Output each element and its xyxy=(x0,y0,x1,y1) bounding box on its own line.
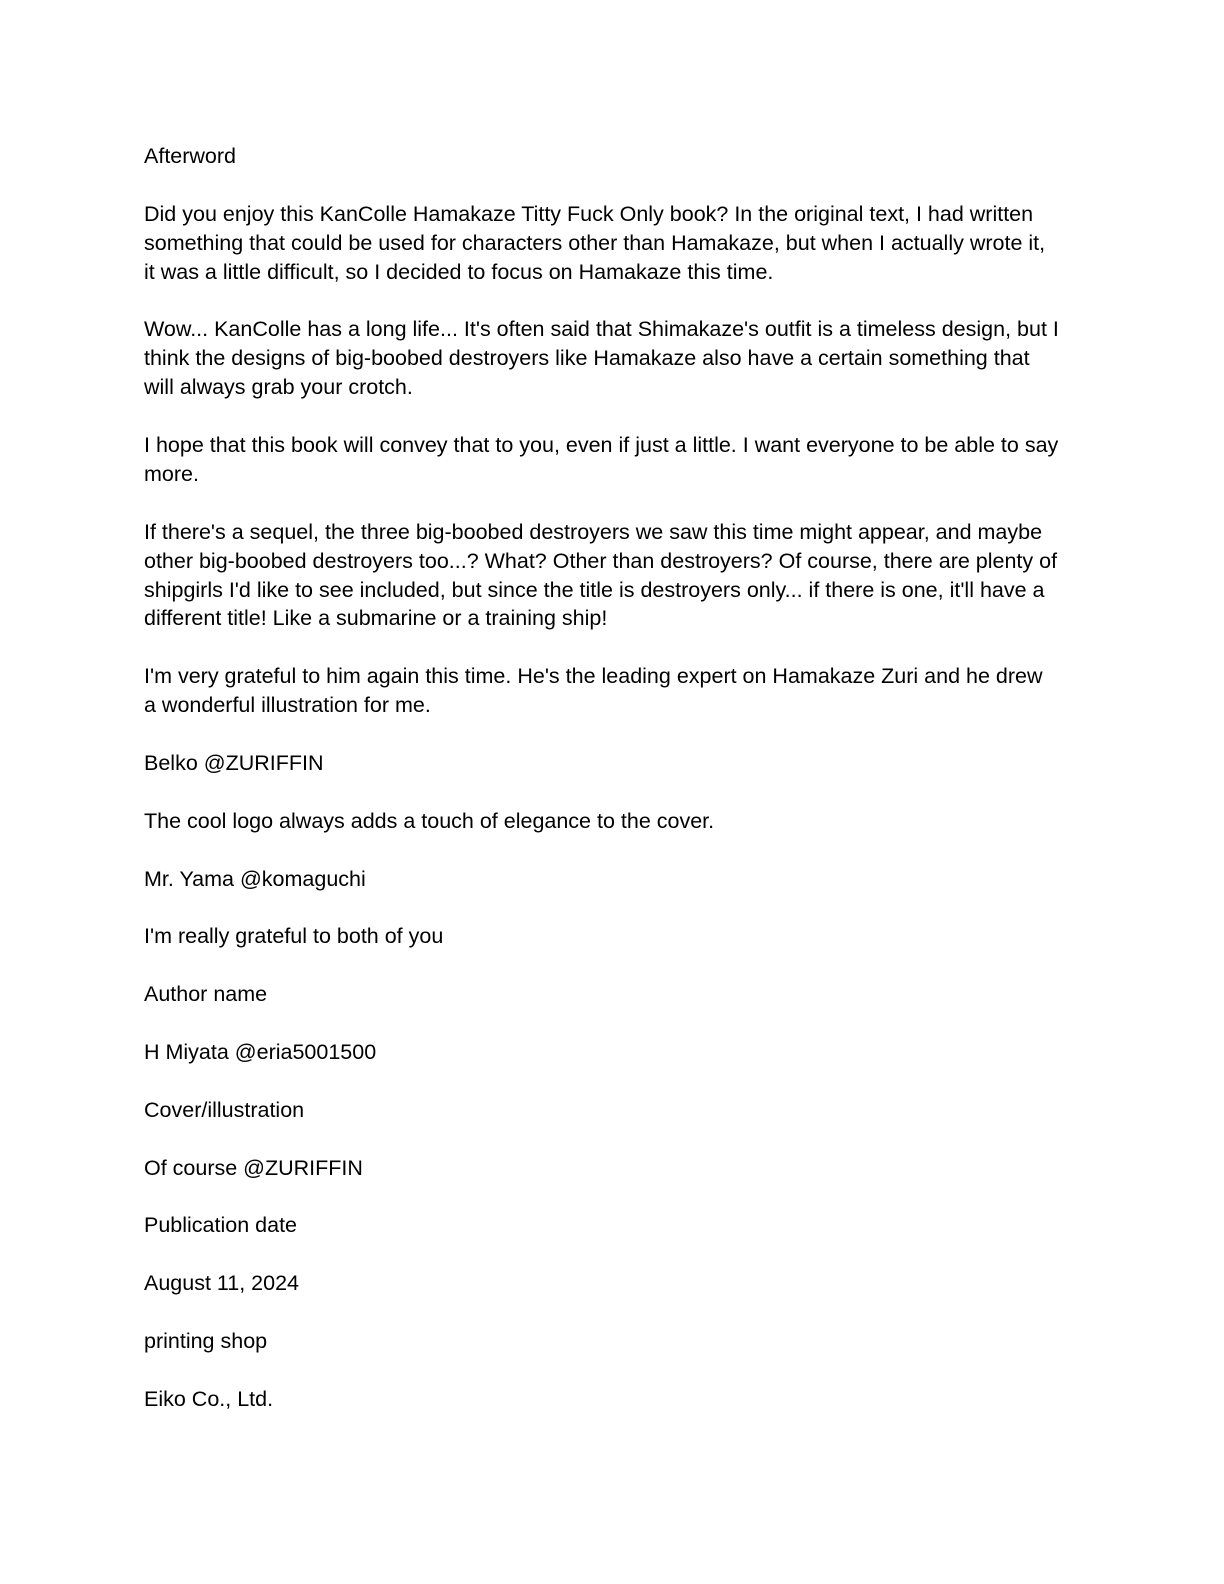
colophon-label-text: Publication date xyxy=(144,1213,297,1238)
colophon-value-text: H Miyata @eria5001500 xyxy=(144,1039,377,1064)
colophon-label-text: Author name xyxy=(144,982,268,1007)
colophon-label xyxy=(144,1096,1080,1125)
text-line: think the designs of big-boobed destroyers like Hamakaze also have a certain something that xyxy=(144,346,1030,371)
text-line: Did you enjoy this KanColle Hamakaze Titty Fuck Only book? In the original text, I had written xyxy=(144,201,1034,226)
credit-line xyxy=(144,807,1080,836)
colophon-label xyxy=(144,1211,1080,1240)
colophon-value-text: Of course @ZURIFFIN xyxy=(144,1155,363,1180)
credit-line xyxy=(144,865,1080,894)
text-line: If there's a sequel, the three big-boobed destroyers we saw this time might appear, and maybe xyxy=(144,519,1043,544)
body-paragraph xyxy=(144,315,1080,402)
heading-text: Afterword xyxy=(144,144,237,168)
colophon-label-text: printing shop xyxy=(144,1328,268,1353)
body-paragraph xyxy=(144,431,1080,489)
colophon-value xyxy=(144,1269,1080,1298)
credit-line xyxy=(144,922,1080,951)
colophon-label-text: Cover/illustration xyxy=(144,1097,305,1122)
credit-text: Belko @ZURIFFIN xyxy=(144,750,324,775)
text-line: a wonderful illustration for me. xyxy=(144,693,431,718)
colophon-label xyxy=(144,1327,1080,1356)
credit-text: The cool logo always adds a touch of elegance to the cover. xyxy=(144,808,715,833)
body-paragraph xyxy=(144,662,1080,720)
text-line: other big-boobed destroyers too...? What? Other than destroyers? Of course, there are plenty of xyxy=(144,548,1058,573)
colophon-label xyxy=(144,980,1080,1009)
text-line: shipgirls I'd like to see included, but since the title is destroyers only... if there is one, it'll have a xyxy=(144,577,1045,602)
text-line: it was a little difficult, so I decided to focus on Hamakaze this time. xyxy=(144,259,774,284)
credit-line xyxy=(144,749,1080,778)
text-line: I hope that this book will convey that to you, even if just a little. I want everyone to be able to say xyxy=(144,433,1059,458)
colophon-value xyxy=(144,1385,1080,1414)
text-line: more. xyxy=(144,461,199,486)
text-line: I'm very grateful to him again this time. He's the leading expert on Hamakaze Zuri and he drew xyxy=(144,664,1043,689)
text-line: will always grab your crotch. xyxy=(144,375,413,400)
text-line: something that could be used for characters other than Hamakaze, but when I actually wrote it, xyxy=(144,230,1046,255)
colophon-value-text: August 11, 2024 xyxy=(144,1271,300,1296)
text-line: Wow... KanColle has a long life... It's often said that Shimakaze's outfit is a timeless design, but I xyxy=(144,317,1059,342)
credit-text: Mr. Yama @komaguchi xyxy=(144,866,366,891)
colophon-value xyxy=(144,1038,1080,1067)
colophon-value xyxy=(144,1154,1080,1183)
body-paragraph xyxy=(144,200,1080,287)
credit-text: I'm really grateful to both of you xyxy=(144,924,444,949)
colophon-value-text: Eiko Co., Ltd. xyxy=(144,1386,274,1411)
text-line: different title! Like a submarine or a training ship! xyxy=(144,606,608,631)
body-paragraph xyxy=(144,518,1080,634)
document-heading xyxy=(144,142,1080,171)
